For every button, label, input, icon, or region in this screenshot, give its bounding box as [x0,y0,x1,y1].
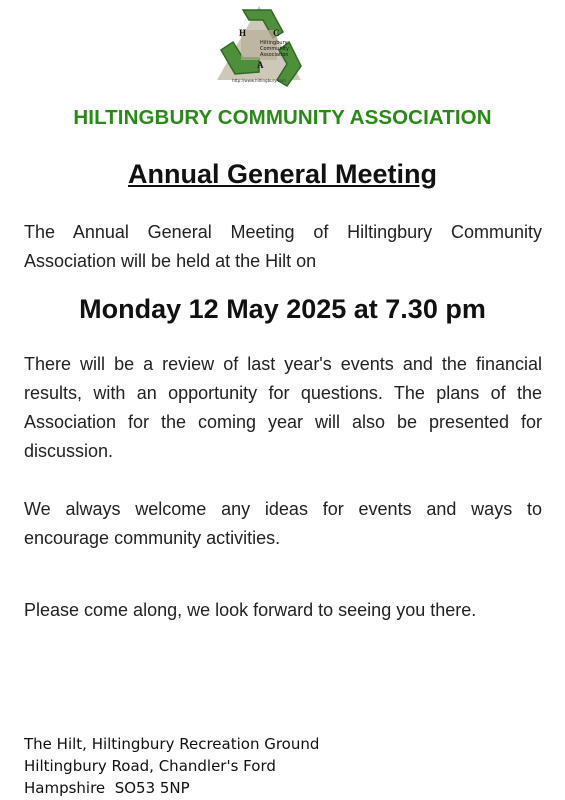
meeting-date-time: Monday 12 May 2025 at 7.30 pm [79,294,486,324]
address-line-3: Hampshire SO53 5NP [24,779,190,797]
logo-letter-h: H [239,28,247,38]
logo-text-line-1: Hiltingbury [260,40,288,46]
logo-text-line-2: Community [260,46,289,52]
logo-text-line-3: Association [260,52,289,58]
ideas-paragraph: We always welcome any ideas for events and ways to encourage community activities. [24,499,542,548]
page-title: Annual General Meeting [127,159,438,189]
intro-paragraph: The Annual General Meeting of Hiltingbury Community Association will be held at the Hilt on [24,222,542,271]
logo-letter-a: A [257,60,264,70]
recycle-triangle-logo-icon [213,2,305,88]
logo-letter-c: C [273,28,280,38]
agenda-paragraph: There will be a review of last year's events and the financial results, with an opportunity for questions. The plans of the Association for the coming year will also be presented for discussion. [24,354,542,461]
venue-address [24,733,319,799]
logo-url: http://www.hiltingbury.com [232,78,286,83]
organization-name: HILTINGBURY COMMUNITY ASSOCIATION [73,106,492,129]
address-line-2: Hiltingbury Road, Chandler's Ford [24,757,276,775]
invitation-paragraph: Please come along, we look forward to seeing you there. [24,600,477,620]
association-logo [213,2,305,88]
address-line-1: The Hilt, Hiltingbury Recreation Ground [24,735,320,753]
